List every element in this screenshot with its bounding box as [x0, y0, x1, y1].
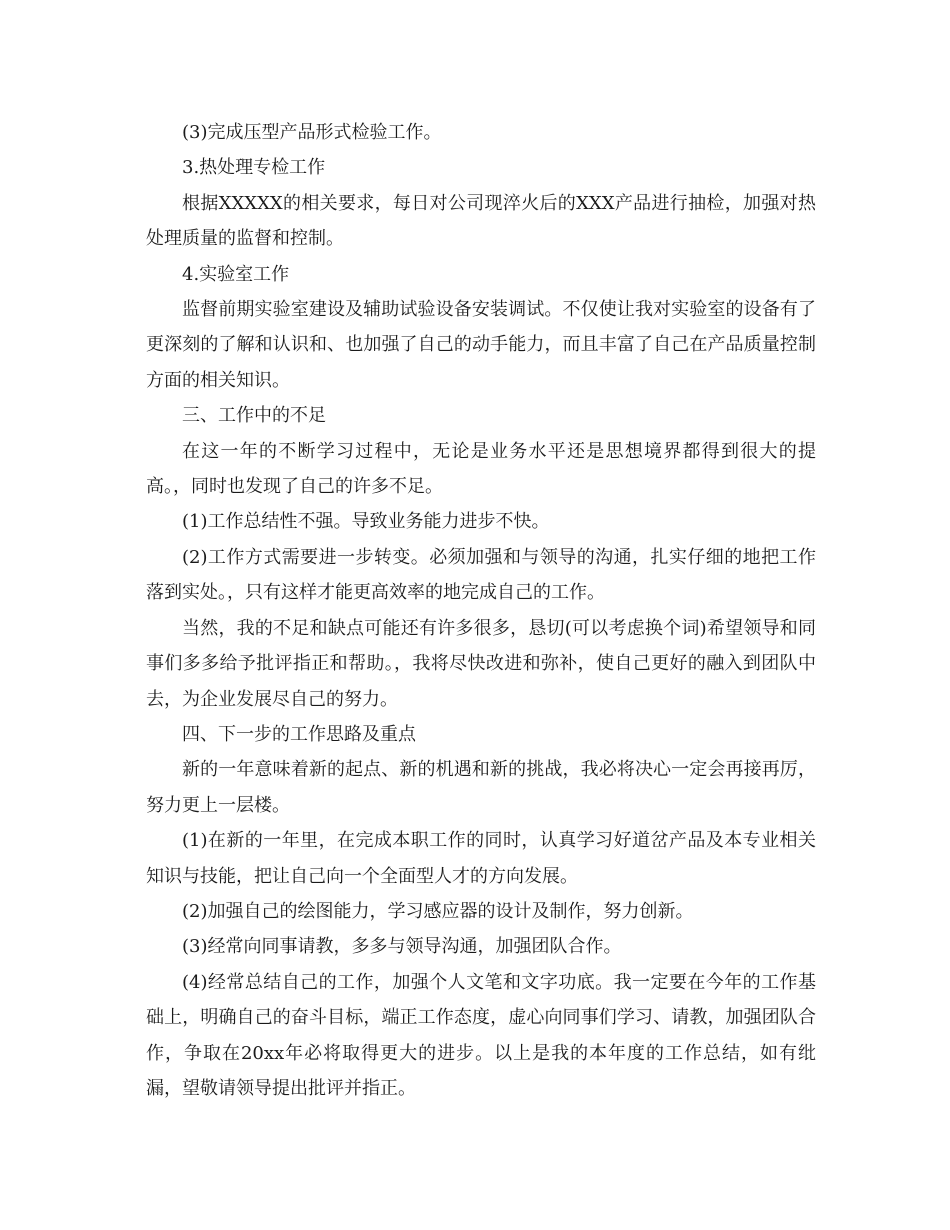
paragraph-shortcoming-2: (2)工作方式需要进一步转变。必须加强和与领导的沟通，扎实仔细的地把工作落到实处。，只有这样才能更高效率的地完成自己的工作。	[146, 546, 816, 604]
paragraph-plan-2: (2)加强自己的绘图能力，学习感应器的设计及制作，努力创新。	[182, 900, 694, 922]
paragraph-shortcomings-conclusion: 当然，我的不足和缺点可能还有许多很多，恳切(可以考虑换个词)希望领导和同事们多多给予批评指正和帮助。，我将尽快改进和弥补，使自己更好的融入到团队中去，为企业发展尽自己的努力。	[146, 617, 816, 710]
paragraph-laboratory: 监督前期实验室建设及辅助试验设备安装调试。不仅使让我对实验室的设备有了更深刻的了解和认识和、也加强了自己的动手能力，而且丰富了自己在产品质量控制方面的相关知识。	[146, 299, 816, 391]
paragraph-plan-4: (4)经常总结自己的工作，加强个人文笔和文字功底。我一定要在今年的工作基础上，明确自己的奋斗目标，端正工作态度，虚心向同事们学习、请教，加强团队合作，争取在20xx年必将取得更大的进步。以上是我的本年度的工作总结，如有纰漏，望敬请领导提出批评并指正。	[146, 971, 816, 1099]
paragraph-item-3-inspection: (3)完成压型产品形式检验工作。	[182, 122, 442, 143]
paragraph-heat-treatment: 根据XXXXX的相关要求，每日对公司现淬火后的XXX产品进行抽检，加强对热处理质量的监督和控制。	[146, 192, 816, 250]
paragraph-shortcomings-intro: 在这一年的不断学习过程中，无论是业务水平还是思想境界都得到很大的提高。，同时也发现了自己的许多不足。	[146, 440, 816, 498]
heading-heat-treatment: 3.热处理专检工作	[182, 157, 326, 179]
paragraph-shortcoming-1: (1)工作总结性不强。导致业务能力进步不快。	[182, 511, 550, 533]
heading-shortcomings: 三、工作中的不足	[182, 405, 326, 427]
document-body	[146, 115, 816, 1106]
heading-laboratory: 4.实验室工作	[182, 263, 290, 285]
paragraph-next-steps-intro: 新的一年意味着新的起点、新的机遇和新的挑战，我必将决心一定会再接再厉，努力更上一层楼。	[146, 759, 816, 816]
paragraph-plan-3: (3)经常向同事请教，多多与领导沟通，加强团队合作。	[182, 936, 622, 958]
paragraph-plan-1: (1)在新的一年里，在完成本职工作的同时，认真学习好道岔产品及本专业相关知识与技能，把让自己向一个全面型人才的方向发展。	[146, 830, 816, 887]
heading-next-steps: 四、下一步的工作思路及重点	[182, 723, 416, 745]
